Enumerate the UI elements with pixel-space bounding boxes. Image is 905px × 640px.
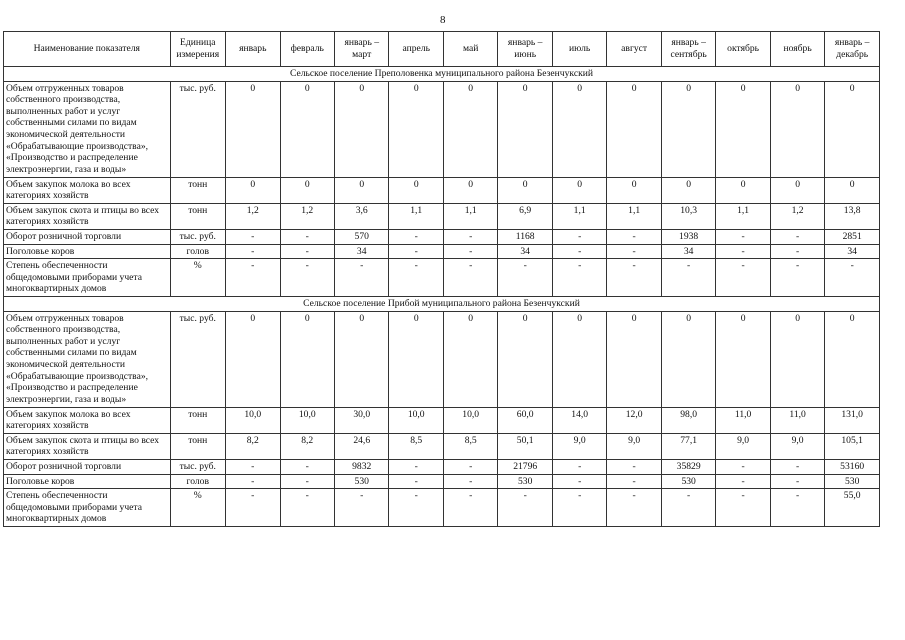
- value-cell: 1,1: [552, 203, 606, 229]
- value-cell: 1168: [498, 229, 552, 244]
- value-cell: 10,0: [443, 407, 497, 433]
- header-cell: январь – март: [334, 32, 388, 67]
- value-cell: 530: [661, 474, 715, 489]
- header-row: [4, 32, 880, 67]
- value-cell: -: [280, 474, 334, 489]
- value-cell: -: [334, 259, 388, 297]
- value-cell: 34: [661, 244, 715, 259]
- value-cell: 0: [716, 177, 770, 203]
- value-cell: -: [389, 459, 443, 474]
- table-row: [4, 489, 880, 527]
- value-cell: -: [552, 229, 606, 244]
- value-cell: -: [226, 474, 280, 489]
- value-cell: -: [716, 459, 770, 474]
- value-cell: -: [226, 229, 280, 244]
- value-cell: 0: [226, 177, 280, 203]
- value-cell: -: [607, 489, 661, 527]
- value-cell: -: [552, 489, 606, 527]
- value-cell: 0: [226, 311, 280, 407]
- value-cell: 105,1: [825, 433, 880, 459]
- header-cell: август: [607, 32, 661, 67]
- value-cell: -: [280, 259, 334, 297]
- value-cell: -: [770, 259, 824, 297]
- value-cell: -: [226, 459, 280, 474]
- value-cell: 0: [498, 81, 552, 177]
- table-row: [4, 407, 880, 433]
- section-row: [4, 296, 880, 311]
- value-cell: -: [825, 259, 880, 297]
- report-table: [3, 31, 880, 527]
- value-cell: 0: [607, 177, 661, 203]
- value-cell: 34: [334, 244, 388, 259]
- value-cell: 0: [770, 311, 824, 407]
- table-row: [4, 311, 880, 407]
- value-cell: 0: [825, 177, 880, 203]
- value-cell: 77,1: [661, 433, 715, 459]
- indicator-name: Объем отгруженных товаров собственного производства, выполненных работ и услуг собственными силами по видам экономической деятельности «Обрабатывающие производства», «Производство и распределение электроэнергии, газа и воды»: [4, 311, 171, 407]
- value-cell: 10,0: [226, 407, 280, 433]
- value-cell: -: [770, 489, 824, 527]
- value-cell: 0: [552, 311, 606, 407]
- header-cell: январь – сентябрь: [661, 32, 715, 67]
- header-cell: Наименование показателя: [4, 32, 171, 67]
- indicator-name: Оборот розничной торговли: [4, 229, 171, 244]
- value-cell: 0: [443, 311, 497, 407]
- unit-cell: тыс. руб.: [170, 81, 226, 177]
- value-cell: -: [716, 244, 770, 259]
- header-cell: апрель: [389, 32, 443, 67]
- value-cell: -: [716, 259, 770, 297]
- value-cell: 1938: [661, 229, 715, 244]
- section-title: Сельское поселение Преполовенка муниципального района Безенчукский: [4, 67, 880, 82]
- value-cell: 0: [389, 81, 443, 177]
- value-cell: 12,0: [607, 407, 661, 433]
- value-cell: -: [607, 459, 661, 474]
- header-cell: январь: [226, 32, 280, 67]
- value-cell: 34: [498, 244, 552, 259]
- value-cell: 0: [661, 177, 715, 203]
- value-cell: 6,9: [498, 203, 552, 229]
- value-cell: -: [716, 474, 770, 489]
- indicator-name: Объем закупок скота и птицы во всех категориях хозяйств: [4, 203, 171, 229]
- value-cell: 1,1: [443, 203, 497, 229]
- table-body: [4, 67, 880, 527]
- value-cell: -: [607, 244, 661, 259]
- value-cell: -: [389, 474, 443, 489]
- value-cell: 0: [716, 81, 770, 177]
- value-cell: 35829: [661, 459, 715, 474]
- value-cell: 24,6: [334, 433, 388, 459]
- unit-cell: %: [170, 489, 226, 527]
- header-cell: февраль: [280, 32, 334, 67]
- value-cell: -: [443, 489, 497, 527]
- unit-cell: тонн: [170, 203, 226, 229]
- value-cell: -: [443, 244, 497, 259]
- header-cell: Единица измерения: [170, 32, 226, 67]
- value-cell: -: [280, 459, 334, 474]
- unit-cell: тыс. руб.: [170, 229, 226, 244]
- value-cell: -: [443, 459, 497, 474]
- value-cell: 0: [552, 81, 606, 177]
- value-cell: 0: [770, 81, 824, 177]
- value-cell: 0: [825, 81, 880, 177]
- value-cell: 9,0: [552, 433, 606, 459]
- indicator-name: Поголовье коров: [4, 474, 171, 489]
- value-cell: 131,0: [825, 407, 880, 433]
- value-cell: 0: [498, 177, 552, 203]
- value-cell: 8,2: [226, 433, 280, 459]
- value-cell: 0: [389, 177, 443, 203]
- value-cell: -: [552, 474, 606, 489]
- value-cell: -: [770, 244, 824, 259]
- value-cell: 0: [443, 177, 497, 203]
- table-row: [4, 229, 880, 244]
- unit-cell: %: [170, 259, 226, 297]
- value-cell: -: [498, 259, 552, 297]
- table-row: [4, 459, 880, 474]
- value-cell: 0: [334, 311, 388, 407]
- value-cell: -: [607, 229, 661, 244]
- value-cell: 0: [334, 81, 388, 177]
- value-cell: 0: [280, 311, 334, 407]
- indicator-name: Объем закупок скота и птицы во всех категориях хозяйств: [4, 433, 171, 459]
- value-cell: -: [280, 489, 334, 527]
- value-cell: 50,1: [498, 433, 552, 459]
- value-cell: -: [334, 489, 388, 527]
- value-cell: 1,1: [716, 203, 770, 229]
- table-row: [4, 474, 880, 489]
- header-cell: ноябрь: [770, 32, 824, 67]
- table-row: [4, 433, 880, 459]
- value-cell: 0: [661, 81, 715, 177]
- value-cell: 1,1: [607, 203, 661, 229]
- value-cell: 570: [334, 229, 388, 244]
- value-cell: 0: [498, 311, 552, 407]
- value-cell: -: [498, 489, 552, 527]
- value-cell: 60,0: [498, 407, 552, 433]
- unit-cell: голов: [170, 244, 226, 259]
- section-title: Сельское поселение Прибой муниципального района Безенчукский: [4, 296, 880, 311]
- value-cell: -: [552, 259, 606, 297]
- value-cell: 2851: [825, 229, 880, 244]
- header-cell: январь – декабрь: [825, 32, 880, 67]
- value-cell: -: [389, 229, 443, 244]
- value-cell: 3,6: [334, 203, 388, 229]
- value-cell: -: [607, 259, 661, 297]
- header-cell: октябрь: [716, 32, 770, 67]
- value-cell: 9,0: [716, 433, 770, 459]
- value-cell: -: [443, 259, 497, 297]
- header-cell: январь – июнь: [498, 32, 552, 67]
- value-cell: 530: [334, 474, 388, 489]
- value-cell: 1,2: [226, 203, 280, 229]
- value-cell: 8,5: [443, 433, 497, 459]
- value-cell: 8,5: [389, 433, 443, 459]
- value-cell: -: [280, 244, 334, 259]
- value-cell: -: [389, 489, 443, 527]
- value-cell: 98,0: [661, 407, 715, 433]
- value-cell: 0: [552, 177, 606, 203]
- value-cell: 0: [280, 177, 334, 203]
- value-cell: 8,2: [280, 433, 334, 459]
- value-cell: 1,2: [280, 203, 334, 229]
- table-row: [4, 203, 880, 229]
- value-cell: 10,3: [661, 203, 715, 229]
- unit-cell: тонн: [170, 433, 226, 459]
- value-cell: 11,0: [770, 407, 824, 433]
- indicator-name: Объем закупок молока во всех категориях хозяйств: [4, 407, 171, 433]
- unit-cell: тыс. руб.: [170, 459, 226, 474]
- value-cell: 0: [443, 81, 497, 177]
- value-cell: 11,0: [716, 407, 770, 433]
- value-cell: 0: [661, 311, 715, 407]
- value-cell: 0: [825, 311, 880, 407]
- value-cell: -: [552, 459, 606, 474]
- value-cell: -: [443, 229, 497, 244]
- value-cell: 0: [607, 311, 661, 407]
- value-cell: -: [389, 244, 443, 259]
- value-cell: 10,0: [389, 407, 443, 433]
- value-cell: -: [716, 229, 770, 244]
- unit-cell: голов: [170, 474, 226, 489]
- value-cell: 0: [716, 311, 770, 407]
- value-cell: -: [661, 489, 715, 527]
- value-cell: 0: [334, 177, 388, 203]
- value-cell: 1,2: [770, 203, 824, 229]
- indicator-name: Поголовье коров: [4, 244, 171, 259]
- value-cell: -: [661, 259, 715, 297]
- section-row: [4, 67, 880, 82]
- value-cell: 0: [226, 81, 280, 177]
- value-cell: -: [607, 474, 661, 489]
- indicator-name: Степень обеспеченности общедомовыми приборами учета многоквартирных домов: [4, 489, 171, 527]
- value-cell: -: [226, 244, 280, 259]
- value-cell: -: [226, 259, 280, 297]
- unit-cell: тонн: [170, 407, 226, 433]
- value-cell: 1,1: [389, 203, 443, 229]
- value-cell: 53160: [825, 459, 880, 474]
- unit-cell: тыс. руб.: [170, 311, 226, 407]
- value-cell: -: [770, 474, 824, 489]
- value-cell: 530: [825, 474, 880, 489]
- value-cell: 14,0: [552, 407, 606, 433]
- value-cell: -: [389, 259, 443, 297]
- table-row: [4, 259, 880, 297]
- value-cell: 30,0: [334, 407, 388, 433]
- value-cell: 21796: [498, 459, 552, 474]
- value-cell: 0: [607, 81, 661, 177]
- value-cell: 9,0: [607, 433, 661, 459]
- indicator-name: Оборот розничной торговли: [4, 459, 171, 474]
- value-cell: -: [552, 244, 606, 259]
- value-cell: 9832: [334, 459, 388, 474]
- value-cell: 34: [825, 244, 880, 259]
- table-row: [4, 177, 880, 203]
- value-cell: -: [770, 459, 824, 474]
- value-cell: 55,0: [825, 489, 880, 527]
- value-cell: -: [443, 474, 497, 489]
- value-cell: -: [770, 229, 824, 244]
- value-cell: 9,0: [770, 433, 824, 459]
- indicator-name: Объем отгруженных товаров собственного производства, выполненных работ и услуг собственными силами по видам экономической деятельности «Обрабатывающие производства», «Производство и распределение электроэнергии, газа и воды»: [4, 81, 171, 177]
- value-cell: -: [226, 489, 280, 527]
- header-cell: май: [443, 32, 497, 67]
- value-cell: -: [280, 229, 334, 244]
- value-cell: 0: [770, 177, 824, 203]
- indicator-name: Объем закупок молока во всех категориях хозяйств: [4, 177, 171, 203]
- value-cell: 13,8: [825, 203, 880, 229]
- header-cell: июль: [552, 32, 606, 67]
- page-number: 8: [440, 14, 446, 26]
- value-cell: -: [716, 489, 770, 527]
- value-cell: 10,0: [280, 407, 334, 433]
- unit-cell: тонн: [170, 177, 226, 203]
- value-cell: 0: [280, 81, 334, 177]
- table-row: [4, 244, 880, 259]
- table-row: [4, 81, 880, 177]
- value-cell: 0: [389, 311, 443, 407]
- indicator-name: Степень обеспеченности общедомовыми приборами учета многоквартирных домов: [4, 259, 171, 297]
- value-cell: 530: [498, 474, 552, 489]
